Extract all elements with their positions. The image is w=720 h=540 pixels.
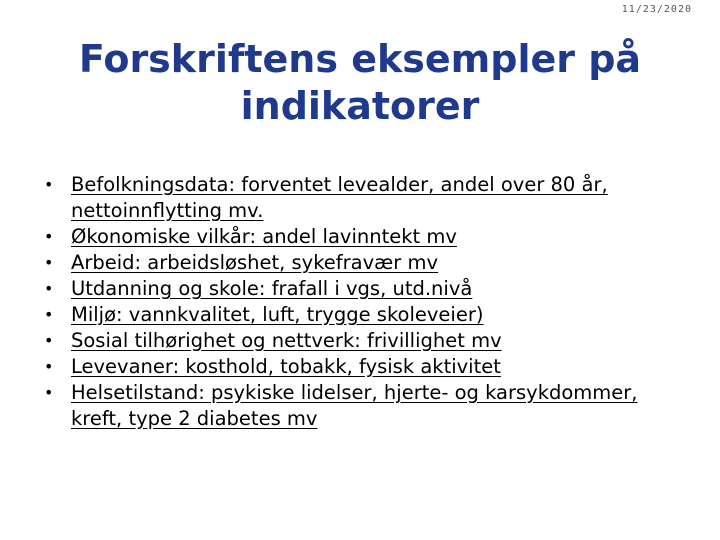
bullet-icon: •: [44, 357, 54, 376]
bullet-icon: •: [44, 227, 54, 246]
bullet-icon: •: [44, 305, 54, 324]
bullet-icon: •: [44, 383, 54, 402]
indicator-list: [44, 172, 684, 432]
list-item-text: Sosial tilhørighet og nettverk: frivillighet mv: [71, 329, 502, 352]
slide-title: [40, 36, 680, 130]
bullet-icon: •: [44, 279, 54, 298]
list-item-text: Miljø: vannkvalitet, luft, trygge skoleveier): [71, 303, 484, 326]
bullet-icon: •: [44, 253, 54, 272]
list-item: [44, 302, 684, 328]
title-line-1: Forskriftens eksempler på: [78, 37, 642, 81]
list-item-text: Helsetilstand: psykiske lidelser, hjerte- og karsykdommer, kreft, type 2 diabetes mv: [71, 381, 638, 430]
slide-date: 11/23/2020: [621, 4, 692, 15]
list-item-text: Arbeid: arbeidsløshet, sykefravær mv: [71, 251, 439, 274]
list-item: [44, 172, 684, 224]
bullet-icon: •: [44, 175, 54, 194]
list-item: [44, 354, 684, 380]
list-item: [44, 250, 684, 276]
list-item-text: Utdanning og skole: frafall i vgs, utd.nivå: [71, 277, 473, 300]
list-item: [44, 380, 684, 432]
list-item-text: Økonomiske vilkår: andel lavinntekt mv: [71, 225, 457, 248]
list-item: [44, 328, 684, 354]
title-line-2: indikatorer: [240, 84, 480, 128]
list-item: [44, 224, 684, 250]
list-item: [44, 276, 684, 302]
list-item-text: Levevaner: kosthold, tobakk, fysisk aktivitet: [71, 355, 501, 378]
bullet-icon: •: [44, 331, 54, 350]
list-item-text: Befolkningsdata: forventet levealder, andel over 80 år, nettoinnflytting mv.: [71, 173, 608, 222]
